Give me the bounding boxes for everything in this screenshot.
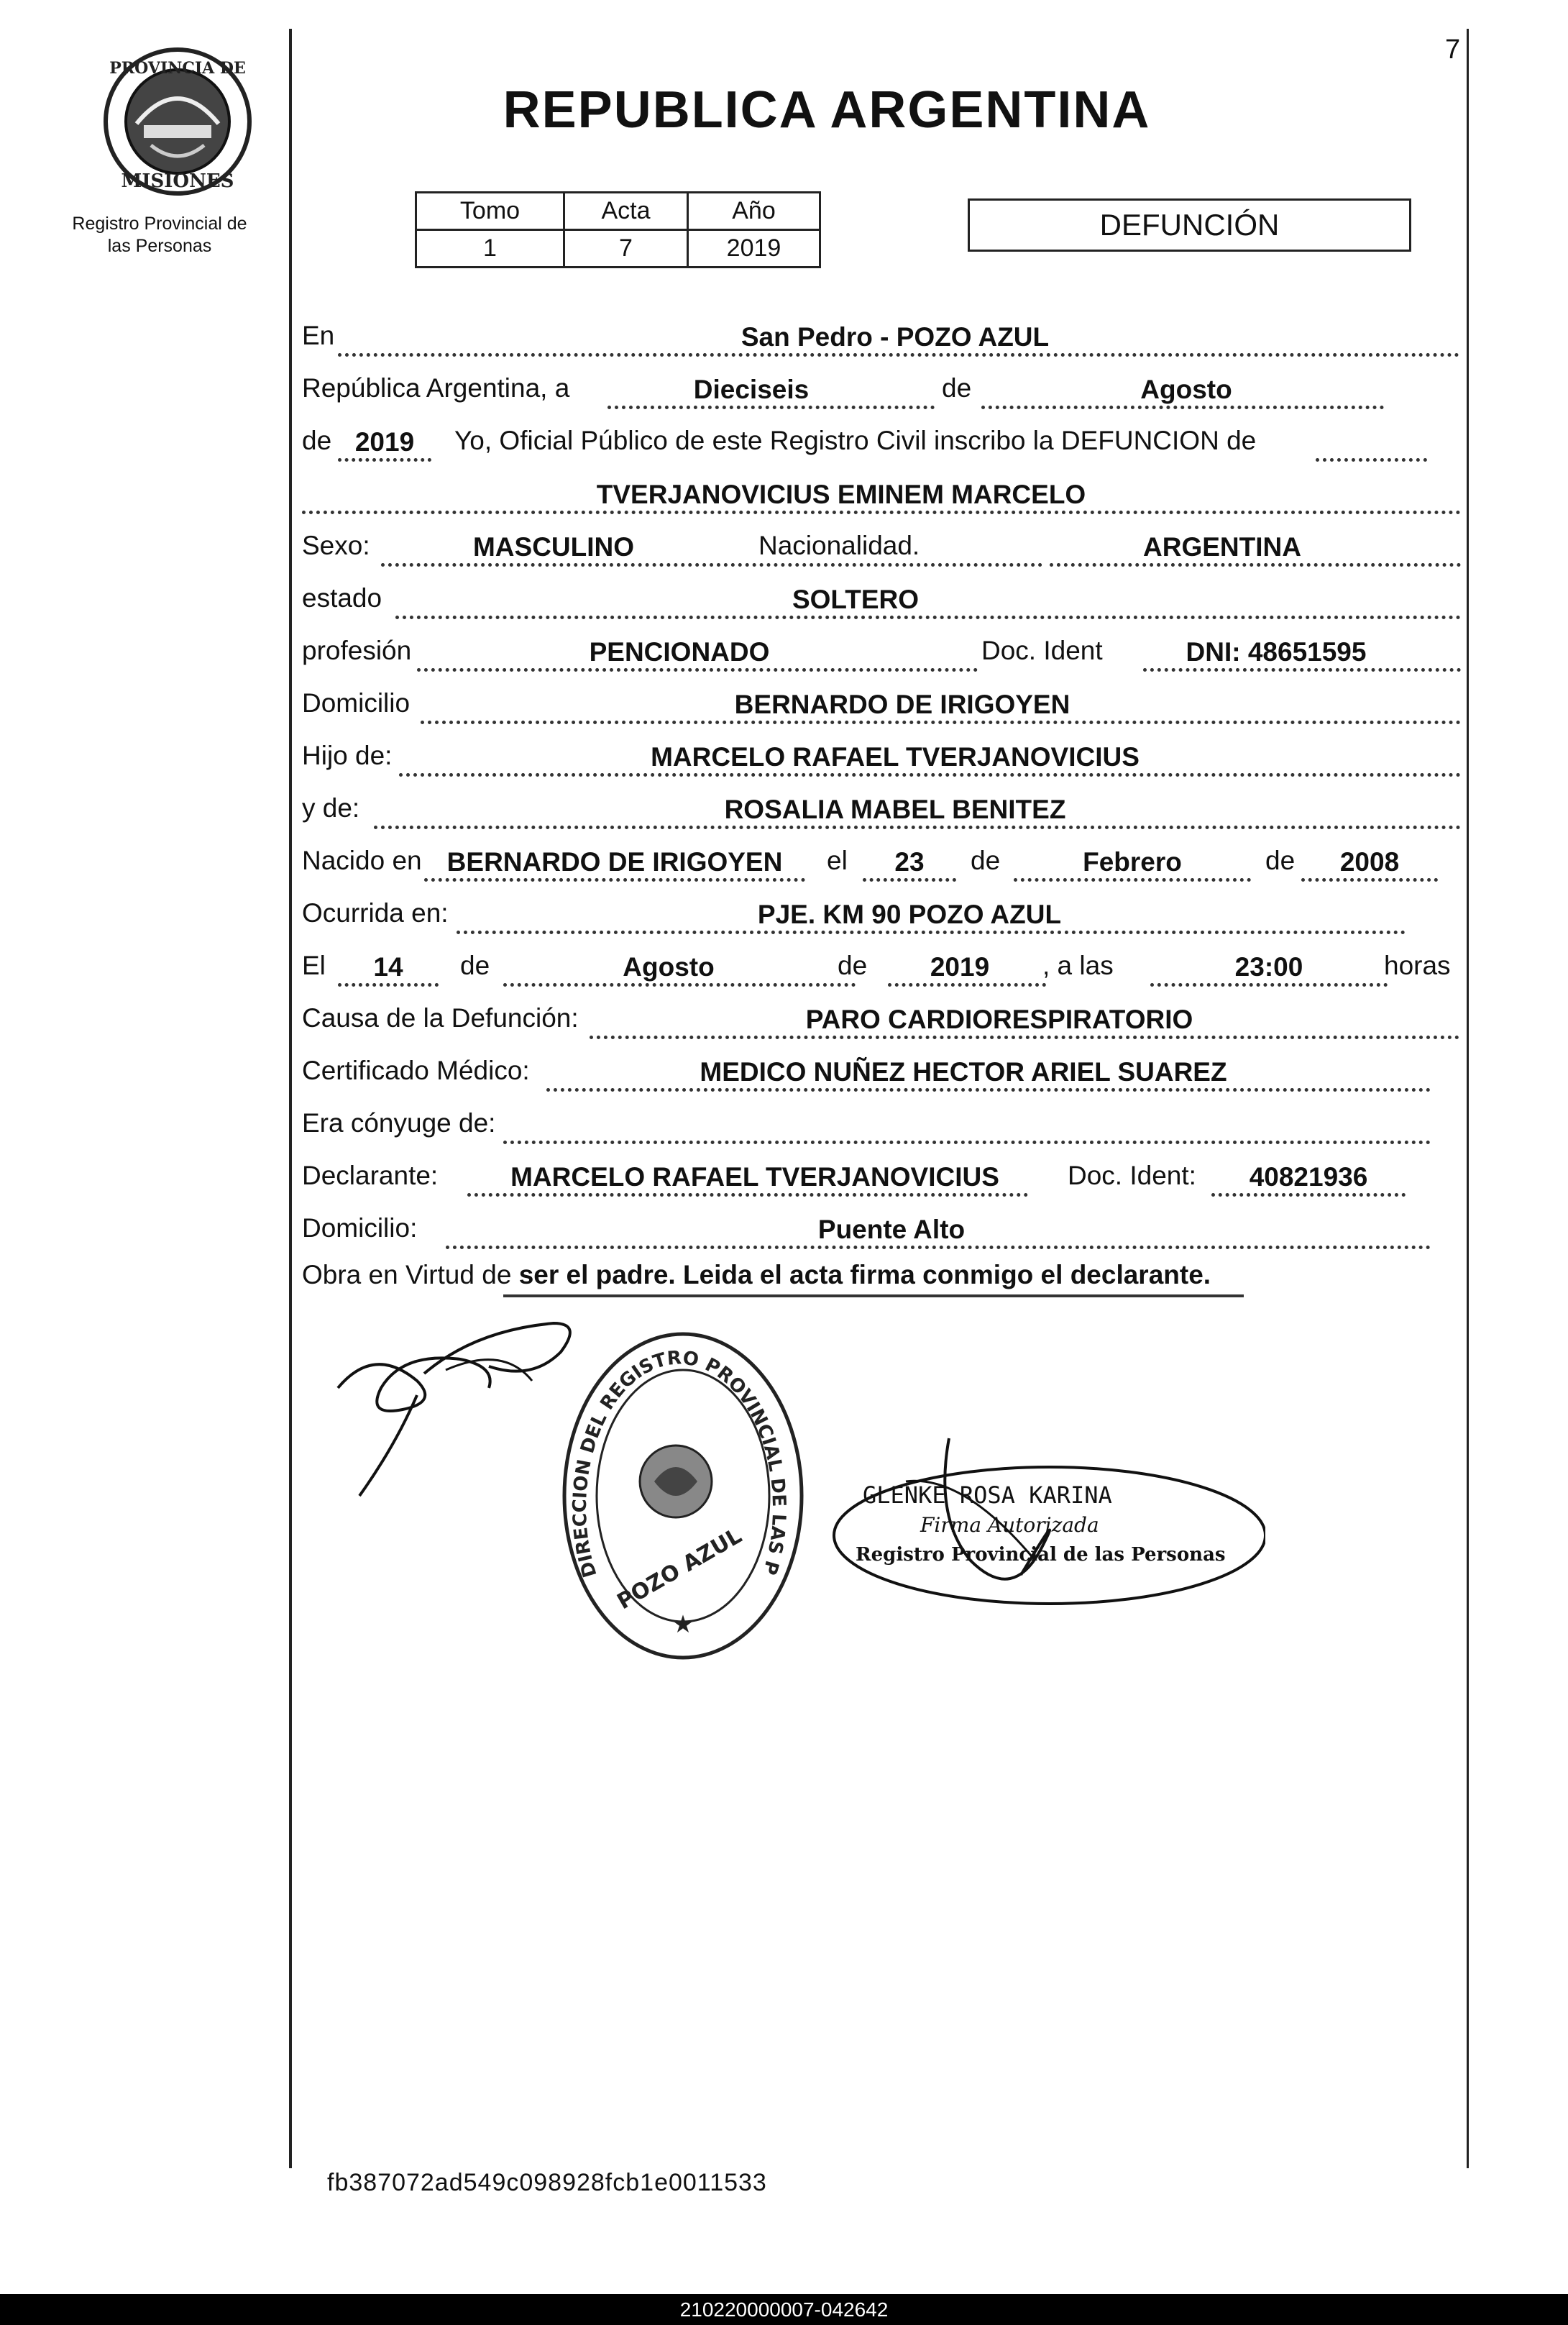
acta-value-anio: 2019 bbox=[688, 230, 820, 268]
value-nacido-anio: 2008 bbox=[1339, 847, 1400, 877]
label-domicilio: Domicilio bbox=[302, 688, 411, 718]
acta-table bbox=[415, 191, 821, 268]
value-y-de: ROSALIA MABEL BENITEZ bbox=[724, 795, 1066, 824]
label-a-las: , a las bbox=[1042, 951, 1114, 980]
label-en: En bbox=[302, 321, 335, 350]
field-inscribo-end bbox=[1316, 424, 1427, 462]
label-de-mes: de bbox=[971, 846, 1001, 875]
field-conyuge bbox=[503, 1107, 1431, 1144]
label-doc-ident2: Doc. Ident: bbox=[1068, 1161, 1196, 1190]
label-nacido-en: Nacido en bbox=[302, 846, 422, 875]
document-title: REPUBLICA ARGENTINA bbox=[503, 81, 1151, 139]
acta-value-tomo: 1 bbox=[416, 230, 564, 268]
label-de-muerte-anio: de bbox=[838, 951, 868, 980]
stamp-star-icon: ★ bbox=[671, 1610, 694, 1639]
official-signature-stamp bbox=[805, 1431, 1265, 1632]
value-muerte-mes: Agosto bbox=[623, 952, 715, 982]
row-causa bbox=[302, 999, 1461, 1042]
seal-text-bottom: MISIONES bbox=[121, 170, 234, 192]
value-muerte-anio: 2019 bbox=[930, 952, 990, 982]
acta-value-acta: 7 bbox=[564, 230, 688, 268]
value-anio: 2019 bbox=[354, 427, 415, 457]
label-de-anio: de bbox=[302, 426, 332, 455]
label-de-muerte-mes: de bbox=[460, 951, 490, 980]
stamp-place: POZO AZUL bbox=[613, 1523, 746, 1615]
label-de: de bbox=[942, 373, 972, 403]
label-estado: estado bbox=[302, 583, 382, 613]
value-mes: Agosto bbox=[1140, 375, 1232, 404]
label-de-anio-nac: de bbox=[1265, 846, 1296, 875]
label-hijo-de: Hijo de: bbox=[302, 741, 393, 770]
value-domicilio2: Puente Alto bbox=[817, 1215, 966, 1244]
org-name-line1: Registro Provincial de bbox=[72, 214, 247, 234]
acta-header-tomo: Tomo bbox=[416, 193, 564, 230]
value-domicilio: BERNARDO DE IRIGOYEN bbox=[734, 690, 1070, 719]
label-sexo: Sexo: bbox=[302, 531, 370, 560]
value-estado: SOLTERO bbox=[792, 585, 920, 614]
label-domicilio2: Domicilio: bbox=[302, 1213, 418, 1243]
value-lugar: San Pedro - POZO AZUL bbox=[741, 322, 1050, 352]
value-nacido-mes: Febrero bbox=[1083, 847, 1182, 877]
row-inscribo bbox=[302, 421, 1461, 465]
acta-header-acta: Acta bbox=[564, 193, 688, 230]
value-causa: PARO CARDIORESPIRATORIO bbox=[805, 1005, 1193, 1034]
row-fecha-inscripcion bbox=[302, 369, 1461, 412]
row-declarante bbox=[302, 1156, 1461, 1200]
value-declarante: MARCELO RAFAEL TVERJANOVICIUS bbox=[510, 1162, 999, 1192]
row-certificado bbox=[302, 1051, 1461, 1095]
label-conyuge: Era cónyuge de: bbox=[302, 1108, 496, 1138]
closing-bold: ser el padre. Leida el acta firma conmigo el declarante. bbox=[518, 1260, 1211, 1289]
row-fecha-defuncion bbox=[302, 946, 1461, 990]
label-doc-ident: Doc. Ident bbox=[981, 636, 1103, 665]
page-number: 7 bbox=[1445, 35, 1461, 65]
value-doc-ident: DNI: 48651595 bbox=[1186, 637, 1367, 667]
value-doc-ident2: 40821936 bbox=[1249, 1162, 1368, 1192]
stamp-signer-org: Registro Provincial de las Personas bbox=[856, 1544, 1226, 1566]
label-el: el bbox=[827, 846, 848, 875]
stamp-ring-text: DIRECCION DEL REGISTRO PROVINCIAL DE LAS P bbox=[569, 1347, 790, 1580]
label-declarante: Declarante: bbox=[302, 1161, 439, 1190]
closing-statement bbox=[302, 1260, 1211, 1290]
footer-code: 210220000007-042642 bbox=[679, 2298, 889, 2321]
provincial-seal bbox=[101, 45, 255, 198]
seal-text-top: PROVINCIA DE bbox=[109, 59, 246, 78]
label-nacionalidad: Nacionalidad. bbox=[758, 531, 920, 560]
document-type-box: DEFUNCIÓN bbox=[968, 198, 1411, 252]
row-estado bbox=[302, 579, 1461, 622]
row-nacido bbox=[302, 841, 1461, 885]
stamp-signer-role: Firma Autorizada bbox=[920, 1513, 1099, 1537]
value-nombre: TVERJANOVICIUS EMINEM MARCELO bbox=[596, 480, 1086, 509]
value-certificado: MEDICO NUÑEZ HECTOR ARIEL SUAREZ bbox=[700, 1057, 1227, 1087]
label-horas: horas bbox=[1384, 951, 1451, 980]
label-ocurrida: Ocurrida en: bbox=[302, 898, 449, 928]
text-inscribo: Yo, Oficial Público de este Registro Civil inscribo la DEFUNCION de bbox=[454, 426, 1257, 455]
value-ocurrida: PJE. KM 90 POZO AZUL bbox=[757, 900, 1062, 929]
value-profesion: PENCIONADO bbox=[589, 637, 770, 667]
row-ocurrida bbox=[302, 894, 1461, 937]
row-hijo-de bbox=[302, 736, 1461, 780]
row-domicilio2 bbox=[302, 1209, 1461, 1252]
value-hijo-de: MARCELO RAFAEL TVERJANOVICIUS bbox=[651, 742, 1140, 772]
value-hora: 23:00 bbox=[1234, 952, 1303, 982]
value-nacido-lugar: BERNARDO DE IRIGOYEN bbox=[446, 847, 783, 877]
label-republica: República Argentina, a bbox=[302, 373, 570, 403]
frame-right-line bbox=[1467, 29, 1469, 2168]
value-nacido-dia: 23 bbox=[894, 847, 925, 877]
label-el-fecha: El bbox=[302, 951, 326, 980]
label-profesion: profesión bbox=[302, 636, 412, 665]
closing-plain: Obra en Virtud de bbox=[302, 1260, 519, 1289]
closing-underline bbox=[503, 1294, 1244, 1297]
row-nombre bbox=[302, 474, 1461, 517]
org-name-line2: las Personas bbox=[107, 236, 212, 256]
value-muerte-dia: 14 bbox=[373, 952, 403, 982]
row-sexo bbox=[302, 526, 1461, 570]
value-dia: Dieciseis bbox=[693, 375, 810, 404]
row-y-de bbox=[302, 789, 1461, 832]
row-lugar bbox=[302, 316, 1461, 360]
row-conyuge bbox=[302, 1104, 1461, 1147]
official-round-stamp bbox=[546, 1316, 820, 1676]
document-hash: fb387072ad549c098928fcb1e0011533 bbox=[327, 2169, 767, 2196]
label-causa: Causa de la Defunción: bbox=[302, 1003, 579, 1033]
stamp-signer-name: GLENKE ROSA KARINA bbox=[863, 1481, 1112, 1509]
acta-header-anio: Año bbox=[688, 193, 820, 230]
label-certificado: Certificado Médico: bbox=[302, 1056, 530, 1085]
value-sexo: MASCULINO bbox=[472, 532, 635, 562]
frame-left-line bbox=[289, 29, 292, 2168]
row-domicilio bbox=[302, 684, 1461, 727]
row-profesion bbox=[302, 631, 1461, 675]
value-nacionalidad: ARGENTINA bbox=[1143, 532, 1301, 562]
label-y-de: y de: bbox=[302, 793, 360, 823]
